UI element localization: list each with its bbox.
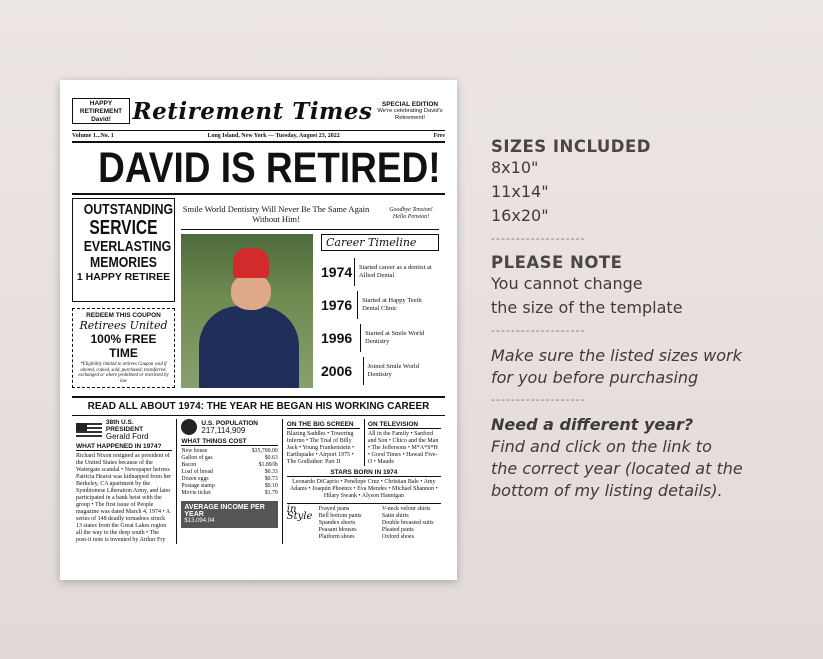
average-income: AVERAGE INCOME PER YEAR $13,094.04 xyxy=(181,501,277,528)
globe-icon xyxy=(181,419,197,435)
newspaper-title: Retirement Times xyxy=(132,97,373,125)
timeline-item: 2006 Joined Smile World Dentistry xyxy=(321,354,439,387)
issue-bar xyxy=(72,130,445,143)
size-item: 11x14" xyxy=(491,182,549,201)
coupon: REDEEM THIS COUPON Retirees United 100% FREE TIME *Eligibility limited to retirees Coupon void if altered, copied, sold, purchased, transferred, exchanged or where prohibited or restricted by law xyxy=(72,308,175,388)
need-title: Need a different year? xyxy=(491,415,694,434)
note-title: PLEASE NOTE xyxy=(491,253,623,272)
newspaper-template xyxy=(60,80,457,580)
dateline: Long Island, New York — Tuesday, August 23, 2022 xyxy=(207,133,340,139)
size-item: 8x10" xyxy=(491,158,539,177)
slogan-box: OUTSTANDING SERVICE EVERLASTING MEMORIES 1 HAPPY RETIREE xyxy=(72,198,175,302)
in-style-label: in Style xyxy=(286,504,313,522)
headline: DAVID IS RETIRED! xyxy=(98,144,441,192)
masthead xyxy=(72,94,445,128)
size-item: 16x20" xyxy=(491,206,549,225)
timeline-item: 1976 Started at Happy Teeth Dental Clinic xyxy=(321,288,439,321)
timeline-item: 1996 Started at Smile World Dentistry xyxy=(321,321,439,354)
col-culture: ON THE BIG SCREEN Blazing Saddles • Towering Inferno • The Trial of Billy Jack • Young Frankenstein • Earthquake • Airport 1975 • The Godfather: Part II ON TELEVISION All in the Family • Sanford and Son • Chico and the Man • The Jeffersons • M*A*S*H • Good Times • Hawaii Five-O • Maude STARS BORN IN 1974 Leonardo DiCaprio • Penélope Cruz • Christian Bale • Amy Adams • Joaquin Phoenix • Eva Mendes • Michael Shannon • Hilary Swank • Alyson Hannigan in Style Frayed jeans Bell bottom pants Spandex shorts Peasant blouses Platform shoes V-neck velour shirts Satin shirts Double breasted suits Pleated pants Oxford shoes xyxy=(282,419,445,544)
read-all-banner: READ ALL ABOUT 1974: THE YEAR HE BEGAN HIS WORKING CAREER xyxy=(72,396,445,416)
cost-list: New house $35,700.00 Gallon of gas $0.63 Bacon $1.89/lb Loaf of bread $0.33 Dozen eggs $0.73 Postage stamp $0.10 Movie ticket $1.79 xyxy=(181,448,278,496)
volume: Volume 1...No. 1 xyxy=(72,133,114,139)
sizes-title: SIZES INCLUDED xyxy=(491,137,651,156)
timeline-item: 1974 Started career as a dentist at Allied Dental xyxy=(321,255,439,288)
col-history: 38th U.S. PRESIDENT Gerald Ford WHAT HAPPENED IN 1974? Richard Nixon resigned as president of the United States because of the Watergate scandal • Newspaper heiress Patricia Hearst was kidnapped from her Berkeley, CA apartment by the Symbionese Liberation Army, and later participated in a bank heist with the group • The first issue of People magazine was dated March 4, 1974 • A series of 148 deadly tornadoes struck 13 states from the Great Lakes region all the way to the deep south • The post-it note is invented by Arthur Fry xyxy=(76,419,172,543)
col-costs: U.S. POPULATION 217,114,909 WHAT THINGS COST New house $35,700.00 Gallon of gas $0.63 Bacon $1.89/lb Loaf of bread $0.33 Dozen eggs $0.73 Postage stamp $0.10 Movie ticket $1.79 AVERAGE INCOME PER YEAR $13,094.04 xyxy=(176,419,281,544)
product-info: SIZES INCLUDED 8x10" 11x14" 16x20" ------------------- PLEASE NOTE You cannot change the size of the template ------------------- Make sure the listed sizes work for you before purchasing ------------------- Need a different year? Find and click on the link to the correct year (located at the bottom of my listing details). xyxy=(491,137,743,500)
happy-retirement-box: HAPPY RETIREMENT David! xyxy=(72,98,130,124)
flag-icon xyxy=(76,423,102,437)
timeline-title: Career Timeline xyxy=(321,234,439,251)
price: Free xyxy=(433,133,445,139)
what-happened-text: Richard Nixon resigned as president of the United States because of the Watergate scandal • Newspaper heiress Patricia Hearst was kidnapped from her Berkeley, CA apartment by the Symbionese Liberation Army, and later participated in a bank heist with the group • The first issue of People magazine was dated March 4, 1974 • A series of 148 deadly tornadoes struck 13 states from the Great Lakes region all the way to the deep south • The post-it note is invented by Arthur Fry xyxy=(76,453,172,543)
special-edition: SPECIAL EDITION We're celebrating David's Retirement! xyxy=(377,100,443,121)
retiree-photo xyxy=(181,234,313,388)
tagline: Smile World Dentistry Will Never Be The Same Again Without Him! Goodbye Tension! Hello Pension! xyxy=(181,198,439,230)
career-timeline xyxy=(313,234,439,388)
